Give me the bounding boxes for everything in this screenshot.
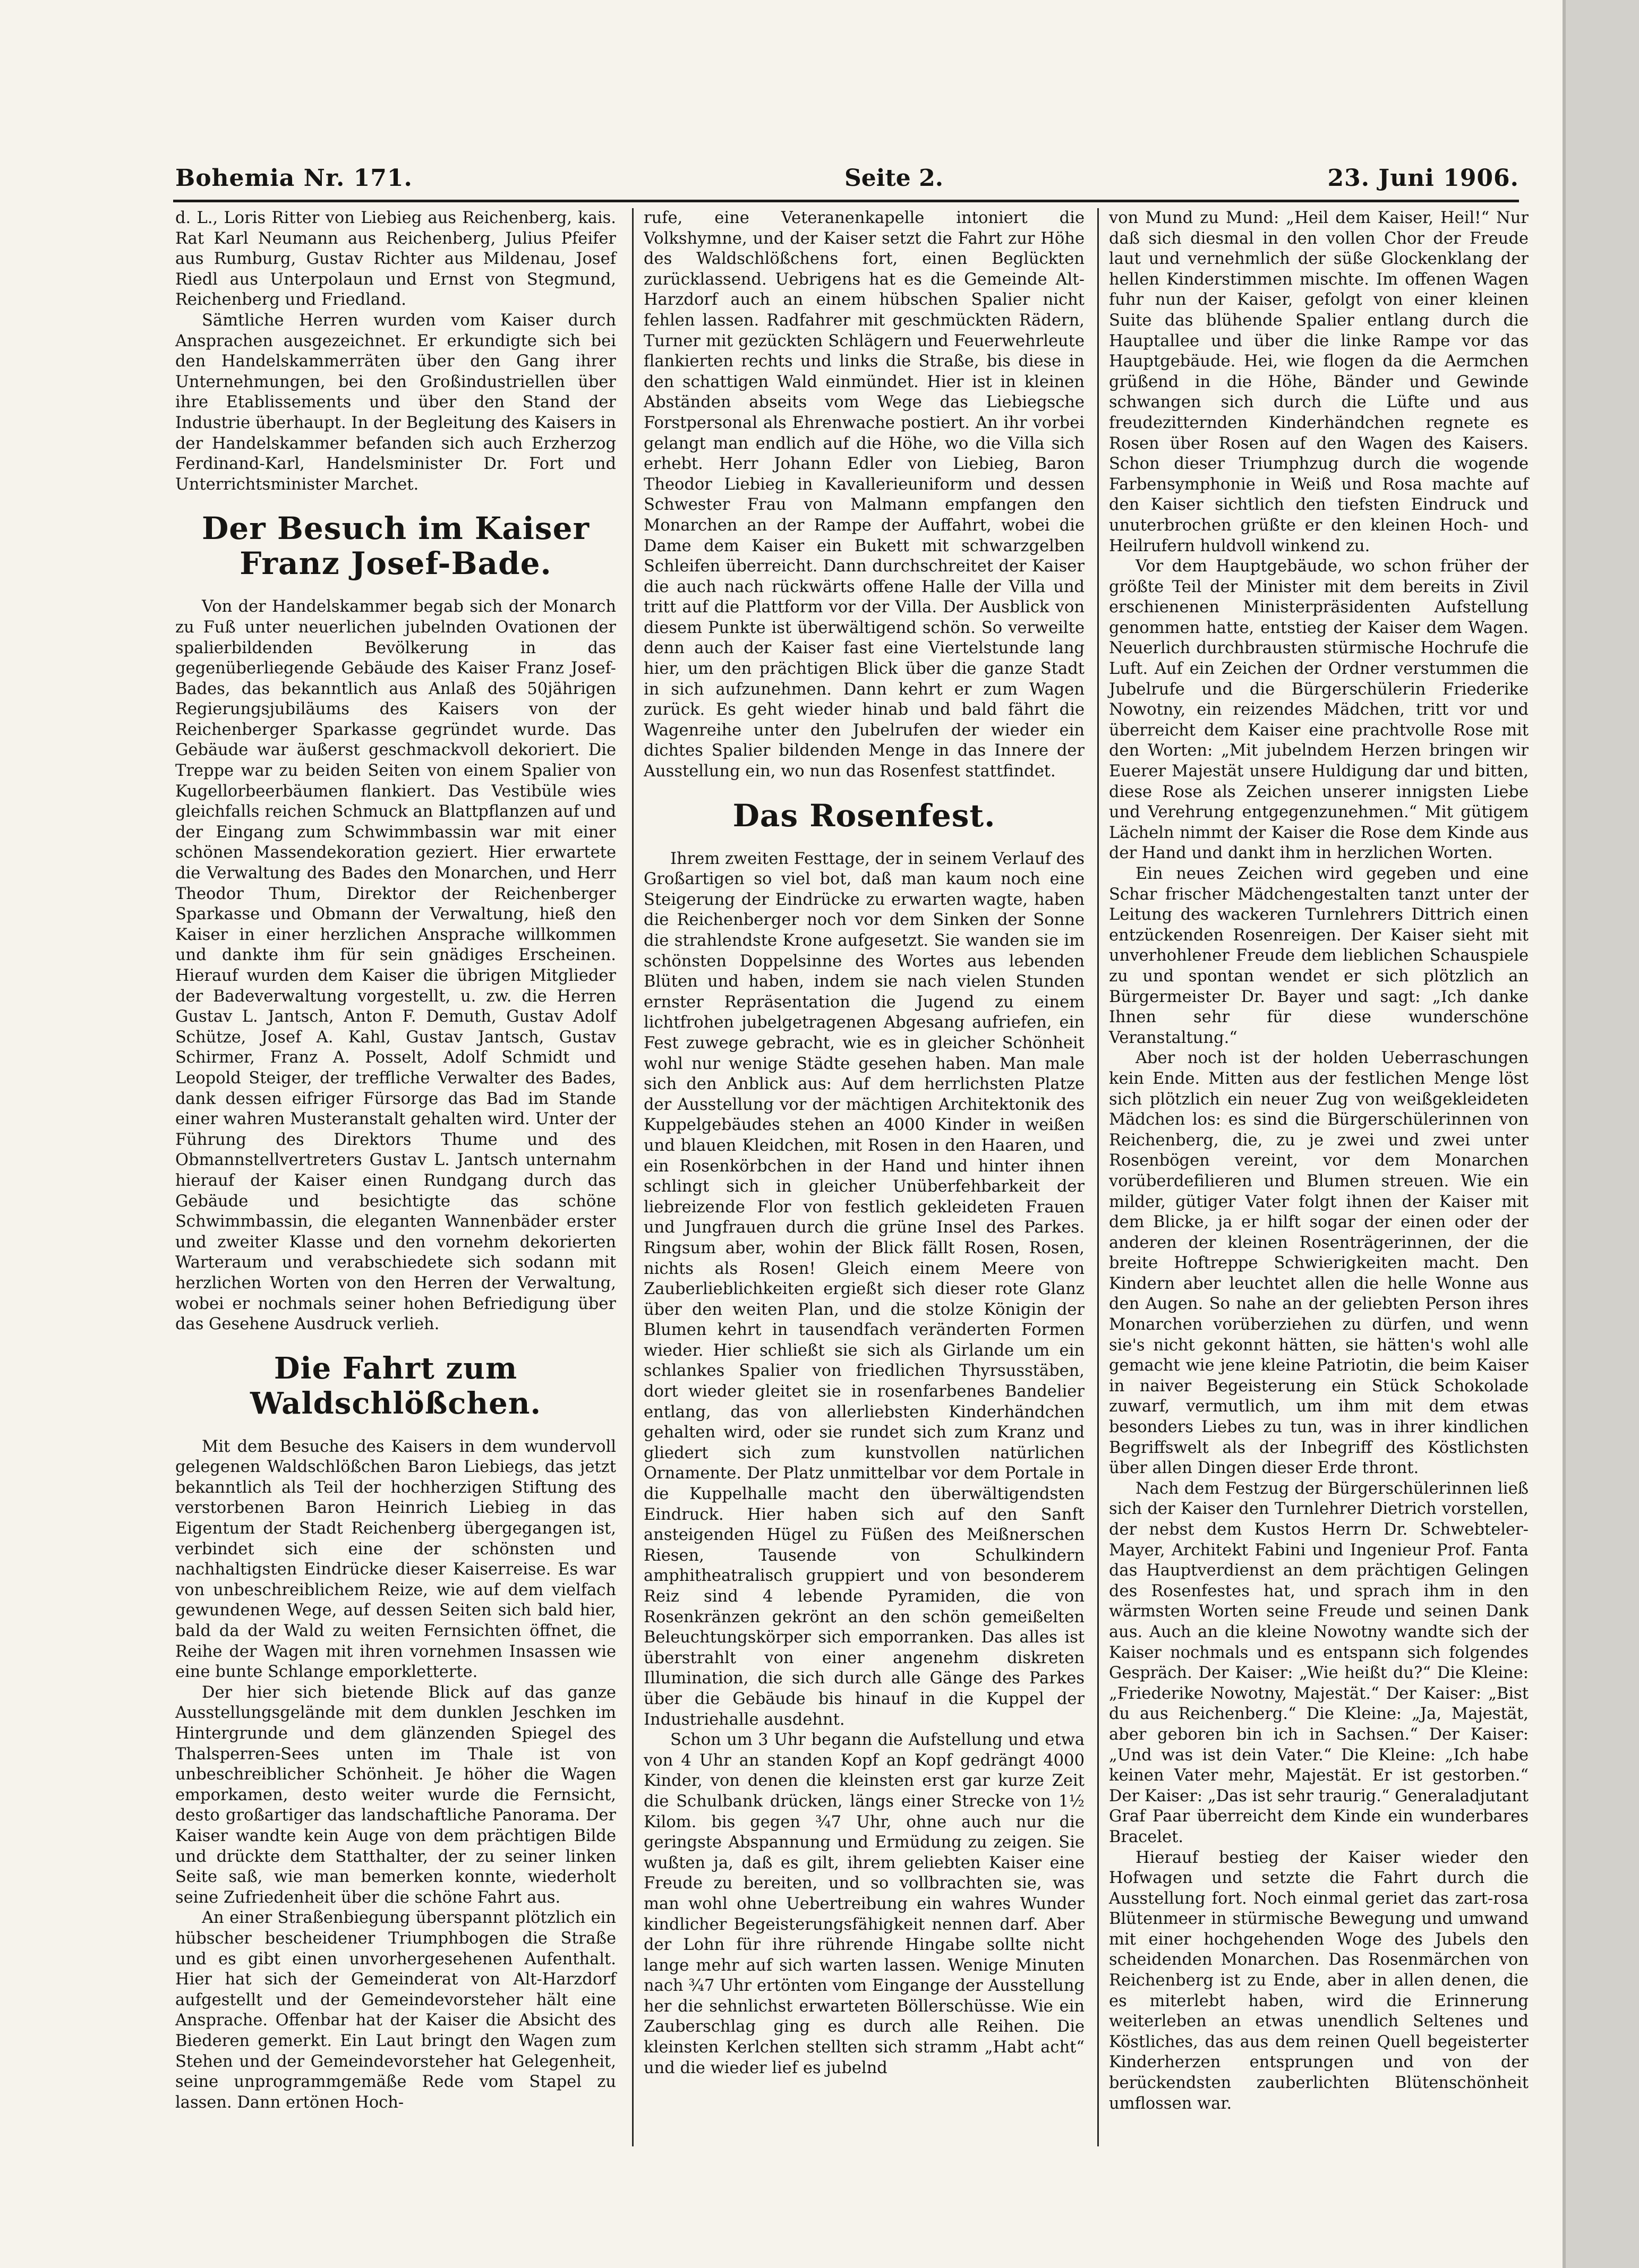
article-paragraph: Nach dem Festzug der Bürgerschülerinnen ließ sich der Kaiser den Turnlehrer Dietrich vorstellen, der nebst dem Kustos Herrn Dr. Schwebteler-Mayer, Architekt Fabini und Ingenieur Prof. Fanta das Hauptverdienst an dem prächtigen Gelingen des Rosenfestes hat, und sprach ihm in den wärmsten Worten seine Freude und seinen Dank aus. Auch an die kleine Nowotny wandte sich der Kaiser nochmals und es entspann sich folgendes Gespräch. Der Kaiser: „Wie heißt du?“ Die Kleine: „Friederike Nowotny, Majestät.“ Der Kaiser: „Bist du aus Reichenberg.“ Die Kleine: „Ja, Majestät, aber geboren bin ich in Sachsen.“ Der Kaiser: „Und was ist dein Vater.“ Die Kleine: „Ich habe keinen Vater mehr, Majestät. Er ist gestorben.“ Der Kaiser: „Das ist sehr traurig.“ Generaladjutant Graf Paar überreicht dem Kinde ein wunderbares Bracelet. [1109,1479,1529,1846]
article-paragraph: Aber noch ist der holden Ueberraschungen kein Ende. Mitten aus der festlichen Menge löst sich plötzlich ein neuer Zug von weißgekleideten Mädchen los: es sind die Bürgerschülerinnen von Reichenberg, die, zu je zwei und zwei unter Rosenbögen vereint, vor dem Monarchen vorüberdefilieren und Blumen streuen. Wie ein milder, gütiger Vater folgt ihnen der Kaiser mit dem Blicke, ja er hilft sogar der einen oder der anderen der kleinen Rosenträgerinnen, der die breite Hoftreppe Schwierigkeiten macht. Den Kindern aber leuchtet allen die helle Wonne aus den Augen. So nahe an der geliebten Person ihres Monarchen vorüberziehen zu dürfen, und wenn sie's nicht gekonnt hätten, sie hätten's wohl alle gemacht wie jene kleine Patriotin, die beim Kaiser in naiver Begeisterung ein Stück Schokolade zuwarf, vermutlich, um ihm mit dem etwas besonders Liebes zu tun, was in ihrer kindlichen Begriffswelt als der Inbegriff des Köstlichsten über allen Dingen dieser Erde thront. [1109,1049,1529,1478]
article-paragraph: Von der Handelskammer begab sich der Monarch zu Fuß unter neuerlichen jubelnden Ovationen der spalierbildenden Bevölkerung in das gegenüberliegende Gebäude des Kaiser Franz Josef-Bades, das bekanntlich aus Anlaß des 50jährigen Regierungsjubiläums des Kaisers von der Reichenberger Sparkasse gegründet wurde. Das Gebäude war äußerst geschmackvoll dekoriert. Die Treppe war zu beiden Seiten von einem Spalier von Kugellorbeerbäumen flankiert. Das Vestibüle wies gleichfalls reichen Schmuck an Blattpflanzen auf und der Eingang zum Schwimmbassin war mit einer schönen Massendekoration geziert. Hier erwartete die Verwaltung des Bades den Monarchen, und Herr Theodor Thum, Direktor der Reichenberger Sparkasse und Obmann der Verwaltung, hieß den Kaiser in einer herzlichen Ansprache willkommen und dankte ihm für sein gnädiges Erscheinen. Hierauf wurden dem Kaiser die übrigen Mitglieder der Badeverwaltung vorgestellt, u. zw. die Herren Gustav L. Jantsch, Anton F. Demuth, Gustav Adolf Schütze, Josef A. Kahl, Gustav Jantsch, Gustav Schirmer, Franz A. Posselt, Adolf Schmidt und Leopold Steiger, der treffliche Verwalter des Bades, dank dessen eifriger Fürsorge das Bad im Stande einer wahren Musteranstalt gehalten wird. Unter der Führung des Direktors Thume und des Obmannstellvertreters Gustav L. Jantsch unternahm hierauf der Kaiser einen Rundgang durch das Gebäude und besichtigte das schöne Schwimmbassin, die eleganten Wannenbäder erster und zweiter Klasse und den vornehm dekorierten Warteraum und verabschiedete sich sodann mit herzlichen Worten von den Herren der Verwaltung, wobei er nochmals seiner hohen Befriedigung über das Gesehene Ausdruck verlieh. [175,597,616,1334]
column-divider-1 [632,208,634,2146]
issue-date: 23. Juni 1906. [1327,165,1519,192]
article-paragraph: Mit dem Besuche des Kaisers in dem wundervoll gelegenen Waldschlößchen Baron Liebiegs, das jetzt bekanntlich als Teil der hochherzigen Stiftung des verstorbenen Baron Heinrich Liebieg in das Eigentum der Stadt Reichenberg übergegangen ist, verbindet sich eine der schönsten und nachhaltigsten Eindrücke dieser Kaiserreise. Es war von unbeschreiblichem Reize, wie auf dem vielfach gewundenen Wege, auf dessen Seiten sich bald hier, bald da der Wald zu weiten Fernsichten öffnet, die Reihe der Wagen mit ihren vornehmen Insassen wie eine bunte Schlange emporkletterte. [175,1437,616,1682]
page-number: Seite 2. [844,165,944,192]
article-paragraph: d. L., Loris Ritter von Liebieg aus Reichenberg, kais. Rat Karl Neumann aus Reichenberg, Julius Pfeifer aus Rumburg, Gustav Richter aus Mildenau, Josef Riedl aus Unterpolaun und Ernst von Stegmund, Reichenberg und Friedland. [175,209,616,310]
article-paragraph: Hierauf bestieg der Kaiser wieder den Hofwagen und setzte die Fahrt durch die Ausstellung fort. Noch einmal geriet das zart-rosa Blütenmeer in stürmische Bewegung und umwand mit einer hochgehenden Woge des Jubels den scheidenden Monarchen. Das Rosenmärchen von Reichenberg ist zu Ende, aber in allen denen, die es miterlebt haben, wird die Erinnerung weiterleben an etwas unendlich Seltenes und Köstliches, das aus dem reinen Quell begeisterter Kinderherzen entsprungen und von der berückendsten zauberlichten Blütenschönheit umflossen war. [1109,1848,1529,2113]
article-paragraph: Ein neues Zeichen wird gegeben und eine Schar frischer Mädchengestalten tanzt unter der Leitung des wackeren Turnlehrers Dittrich einen entzückenden Rosenreigen. Der Kaiser sieht mit unverhohlener Freude dem lieblichen Schauspiele zu und spontan wendet er sich plötzlich an Bürgermeister Dr. Bayer und sagt: „Ich danke Ihnen sehr für diese wunderschöne Veranstaltung.“ [1109,865,1529,1047]
article-paragraph: Sämtliche Herren wurden vom Kaiser durch Ansprachen ausgezeichnet. Er erkundigte sich bei den Handelskammerräten über den Gang ihrer Unternehmungen, bei den Großindustriellen über ihre Etablissements und über den Stand der Industrie überhaupt. In der Begleitung des Kaisers in der Handelskammer befanden sich auch Erzherzog Ferdinand-Karl, Handelsminister Dr. Fort und Unterrichtsminister Marchet. [175,311,616,494]
scan-border [1566,0,1639,2268]
section-heading-waldschloesschen: Die Fahrt zum Waldschlößchen. [250,1350,541,1421]
article-paragraph: rufe, eine Veteranenkapelle intoniert die Volkshymne, und der Kaiser setzt die Fahrt zur Höhe des Waldschlößchens fort, einen Beglückten zurücklassend. Uebrigens hat es die Gemeinde Alt-Harzdorf auch an einem hübschen Spalier nicht fehlen lassen. Radfahrer mit geschmückten Rädern, Turner mit gezückten Schlägern und Feuerwehrleute flankierten rechts und links die Straße, bis diese in den schattigen Wald einmündet. Hier ist in kleinen Abständen abseits vom Wege das Liebiegsche Forstpersonal als Ehrenwache postiert. An ihr vorbei gelangt man endlich auf die Höhe, wo die Villa sich erhebt. Herr Johann Edler von Liebieg, Baron Theodor Liebieg in Kavallerieuniform und dessen Schwester Frau von Malmann empfangen den Monarchen an der Rampe der Auffahrt, wobei die Dame dem Kaiser ein Bukett mit schwarzgelben Schleifen überreicht. Dann durchschreitet der Kaiser die auch nach rückwärts offene Halle der Villa und tritt auf die Plattform vor der Villa. Der Ausblick von diesem Punkte ist überwältigend schön. So verweilte denn auch der Kaiser fast eine Viertelstunde lang hier, um den prächtigen Blick über die ganze Stadt in sich aufzunehmen. Dann kehrt er zum Wagen zurück. Es geht wieder hinab und bald fährt die Wagenreihe unter den Jubelrufen der wieder ein dichtes Spalier bildenden Menge in das Innere der Ausstellung ein, wo nun das Rosenfest stattfindet. [644,209,1085,781]
page-header [175,165,1519,199]
header-rule [173,200,1519,202]
publication-issue: Bohemia Nr. 171. [175,165,413,192]
article-paragraph: Schon um 3 Uhr begann die Aufstellung und etwa von 4 Uhr an standen Kopf an Kopf gedrängt 4000 Kinder, von denen die kleinsten erst gar kurze Zeit die Schulbank drücken, längs einer Strecke von 1½ Kilom. bis gegen ¾7 Uhr, ohne auch nur die geringste Abspannung und Ermüdung zu zeigen. Sie wußten ja, daß es gilt, ihrem geliebten Kaiser eine Freude zu bereiten, und so vollbrachten sie, was man wohl ohne Uebertreibung ein wahres Wunder kindlicher Begeisterungsfähigkeit nennen darf. Aber der Lohn für ihre rührende Hingabe sollte nicht lange mehr auf sich warten lassen. Wenige Minuten nach ¾7 Uhr ertönten vom Eingange der Ausstellung her die sehnlichst erwarteten Böllerschüsse. Wie ein Zauberschlag ging es durch alle Reihen. Die kleinsten Kerlchen stellten sich stramm „Habt acht“ und die wieder lief es jubelnd [644,1731,1085,2077]
article-paragraph: Vor dem Hauptgebäude, wo schon früher der größte Teil der Minister mit dem bereits in Zivil erschienenen Ministerpräsidenten Aufstellung genommen hatte, entstieg der Kaiser dem Wagen. Neuerlich durchbrausten stürmische Hochrufe die Luft. Auf ein Zeichen der Ordner verstummen die Jubelrufe und die Bürgerschülerin Friederike Nowotny, ein reizendes Mädchen, tritt vor und überreicht dem Kaiser eine prachtvolle Rose mit den Worten: „Mit jubelndem Herzen bringen wir Euerer Majestät unsere Huldigung dar und bitten, diese Rose als Zeichen unserer innigsten Liebe und Verehrung entgegenzunehmen.“ Mit gütigem Lächeln nimmt der Kaiser die Rose dem Kinde aus der Hand und dankt ihm in herzlichen Worten. [1109,557,1529,863]
column-divider-2 [1097,208,1099,2146]
section-heading-rosenfest: Das Rosenfest. [732,797,996,834]
article-paragraph: Der hier sich bietende Blick auf das ganze Ausstellungsgelände mit dem dunklen Jeschken im Hintergrunde und dem glänzenden Spiegel des Thalsperren-Sees unten im Thale ist von unbeschreiblicher Schönheit. Je höher die Wagen emporkamen, desto weiter wurde die Fernsicht, desto großartiger das landschaftliche Panorama. Der Kaiser wandte kein Auge von dem prächtigen Bilde und drückte dem Statthalter, der zu seiner linken Seite saß, wie man bemerken konnte, wiederholt seine Zufriedenheit über die schöne Fahrt aus. [175,1683,616,1907]
article-paragraph: An einer Straßenbiegung überspannt plötzlich ein hübscher bescheidener Triumphbogen die Straße und es gibt einen unvorhergesehenen Aufenthalt. Hier hat sich der Gemeinderat von Alt-Harzdorf aufgestellt und der Gemeindevorsteher hält eine Ansprache. Offenbar hat der Kaiser die Absicht des Biederen gemerkt. Ein Laut bringt den Wagen zum Stehen und der Gemeindevorsteher hat Gelegenheit, seine unprogrammgemäße Rede vom Stapel zu lassen. Dann ertönen Hoch- [175,1908,616,2112]
column-1 [175,208,616,2113]
section-heading-kaiserbad: Der Besuch im Kaiser Franz Josef-Bade. [201,510,590,582]
article-paragraph: von Mund zu Mund: „Heil dem Kaiser, Heil!“ Nur daß sich diesmal in den vollen Chor der Freude laut und vernehmlich der süße Glockenklang der hellen Kinderstimmen mischte. Im offenen Wagen fuhr nun der Kaiser, gefolgt von einer kleinen Suite das blühende Spalier entlang durch die Hauptallee und über die linke Rampe vor das Hauptgebäude. Hei, wie flogen da die Aermchen grüßend in die Höhe, Bänder und Gewinde schwangen sich durch die Lüfte und aus freudezitternden Kinderhändchen regnete es Rosen über Rosen auf den Wagen des Kaisers. Schon dieser Triumphzug durch die wogende Farbensymphonie in Weiß und Rosa machte auf den Kaiser sichtlich den tiefsten Eindruck und unuterbrochen grüßte er den kleinen Hoch- und Heilrufern huldvoll winkend zu. [1109,209,1529,555]
column-3 [1109,208,1529,2114]
column-2 [644,208,1085,2078]
article-paragraph: Ihrem zweiten Festtage, der in seinem Verlauf des Großartigen so viel bot, daß man kaum noch eine Steigerung der Eindrücke zu erwarten wagte, haben die Reichenberger noch vor dem Sinken der Sonne die strahlendste Krone aufgesetzt. Sie wanden sie im schönsten Doppelsinne des Wortes aus lebenden Blüten und haben, indem sie nach vielen Stunden ernster Repräsentation die Jugend zu einem lichtfrohen jubelgetragenen Abgesang aufriefen, ein Fest zuwege gebracht, wie es in gleicher Schönheit wohl nur wenige Städte gesehen haben. Man male sich den Anblick aus: Auf dem herrlichsten Platze der Ausstellung vor der mächtigen Architektonik des Kuppelgebäudes stehen an 4000 Kinder in weißen und blauen Kleidchen, mit Rosen in den Haaren, und ein Rosenkörbchen in der Hand und hinter ihnen schlingt sich in gleicher Unüberfehbarkeit der liebreizende Flor von festlich gekleideten Frauen und Jungfrauen durch die grüne Insel des Parkes. Ringsum aber, wohin der Blick fällt Rosen, Rosen, nichts als Rosen! Gleich einem Meere von Zauberlieblichkeiten ergießt sich dieser rote Glanz über den weiten Plan, und die stolze Königin der Blumen kehrt in tausendfach veränderten Formen wieder. Hier schließt sie sich als Girlande um ein schlankes Spalier von friedlichen Thyrsusstäben, dort wieder gleitet sie in rosenfarbenes Bandelier entlang, das von allerliebsten Kinderhändchen gehalten wird, oder sie rundet sich zum Kranz und gliedert sich zum kunstvollen natürlichen Ornamente. Der Platz unmittelbar vor dem Portale in die Kuppelhalle macht den überwältigendsten Eindruck. Hier haben sich auf den Sanft ansteigenden Hügel zu Füßen des Meißnerschen Riesen, Tausende von Schulkindern amphitheatralisch gruppiert und von besonderem Reiz sind 4 lebende Pyramiden, die von Rosenkränzen gekrönt an den schön gemeißelten Beleuchtungskörper sich emporranken. Das alles ist überstrahlt von einer angenehm diskreten Illumination, die sich durch alle Gänge des Parkes über die Gebäude bis hinauf in die Kuppel der Industriehalle ausdehnt. [644,849,1085,1729]
